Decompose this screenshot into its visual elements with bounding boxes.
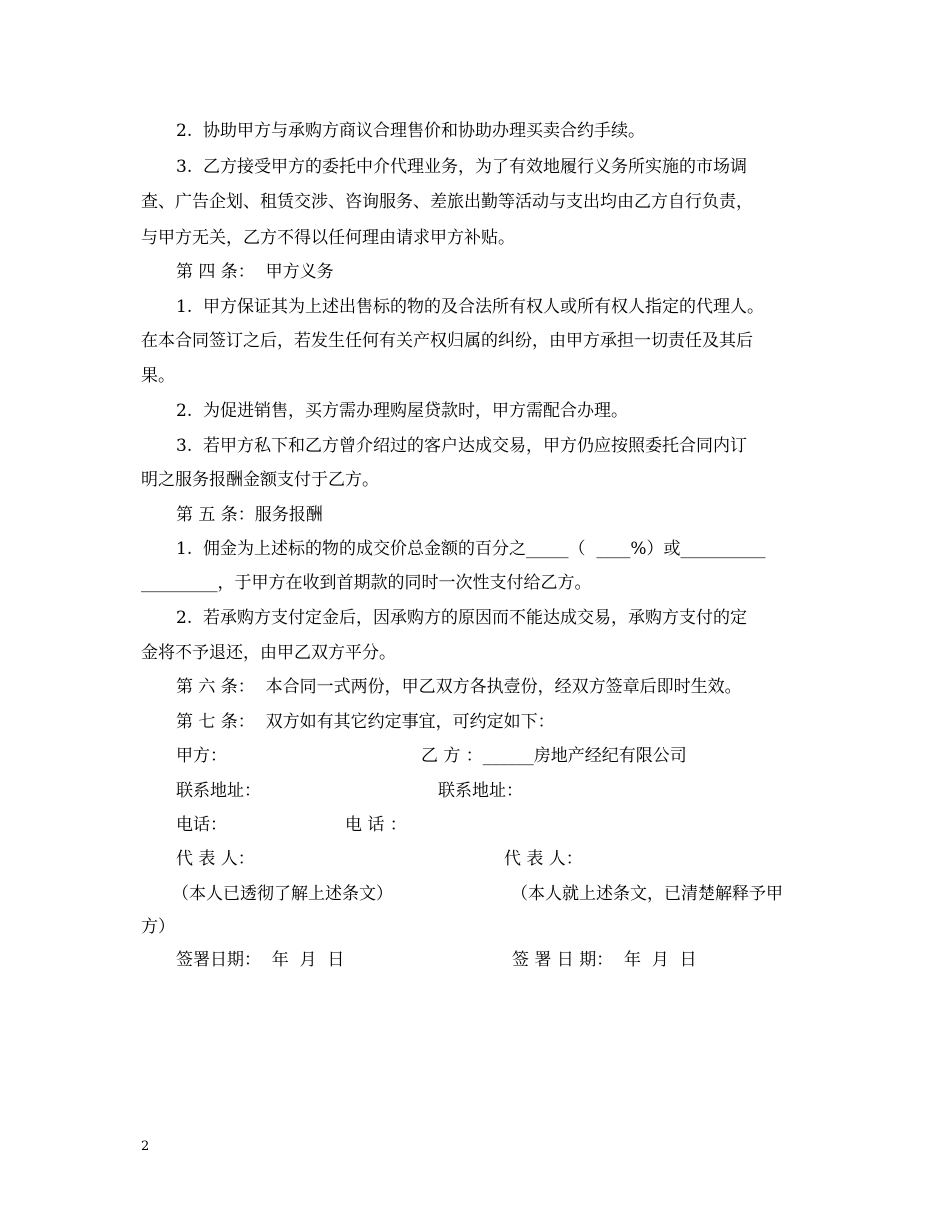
clause-3-item-3-cont-2: 与甲方无关，乙方不得以任何理由请求甲方补贴。 xyxy=(141,228,515,248)
party-a-sign-date: 签署日期： 年 月 日 xyxy=(176,950,345,970)
party-b-representative: 代 表 人： xyxy=(504,849,583,869)
clause-3-item-3: 3. 乙方接受甲方的委托中介代理业务，为了有效地履行义务所实施的市场调 xyxy=(176,157,748,177)
party-a-label: 甲方： xyxy=(176,746,227,766)
clause-4-item-3-cont: 明之服务报酬金额支付于乙方。 xyxy=(141,470,379,490)
clause-3-item-2: 2. 协助甲方与承购方商议合理售价和协助办理买卖合约手续。 xyxy=(176,121,646,141)
clause-5-item-2: 2. 若承购方支付定金后，因承购方的原因而不能达成交易，承购方支付的定 xyxy=(176,608,748,628)
party-b-note-cont: 方） xyxy=(141,917,175,937)
clause-4-item-3: 3. 若甲方私下和乙方曾介绍过的客户达成交易，甲方仍应按照委托合同内订 xyxy=(176,436,748,456)
party-b-phone: 电 话 ： xyxy=(345,815,407,835)
party-a-address: 联系地址： xyxy=(176,781,261,801)
clause-6: 第 六 条： 本合同一式两份，甲乙双方各执壹份，经双方签章后即时生效。 xyxy=(176,677,742,697)
clause-4-heading: 第 四 条： 甲方义务 xyxy=(176,262,334,282)
clause-5-heading: 第 五 条：服务报酬 xyxy=(176,505,323,525)
clause-5-item-2-cont: 金将不予退还，由甲乙双方平分。 xyxy=(141,643,396,663)
party-a-phone: 电话： xyxy=(176,815,227,835)
party-b-label: 乙 方 ：______房地产经纪有限公司 xyxy=(421,746,687,766)
party-a-note: （本人已透彻了解上述条文） xyxy=(172,884,393,904)
clause-5-item-1-cont: _________，于甲方在收到首期款的同时一次性支付给乙方。 xyxy=(141,573,592,593)
clause-3-item-3-cont-1: 查、广告企划、租赁交涉、咨询服务、差旅出勤等活动与支出均由乙方自行负责， xyxy=(141,192,753,212)
party-b-sign-date: 签 署 日 期： 年 月 日 xyxy=(512,950,697,970)
clause-5-item-1: 1. 佣金为上述标的物的成交价总金额的百分之_____（ ____%）或__________ xyxy=(176,539,766,559)
party-b-address: 联系地址： xyxy=(438,781,523,801)
clause-4-item-1-cont-1: 在本合同签订之后，若发生任何有关产权归属的纠纷，由甲方承担一切责任及其后 xyxy=(141,331,753,351)
page-number: 2 xyxy=(141,1139,150,1154)
clause-4-item-2: 2. 为促进销售，买方需办理购屋贷款时，甲方需配合办理。 xyxy=(176,401,629,421)
clause-4-item-1: 1. 甲方保证其为上述出售标的物的及合法所有权人或所有权人指定的代理人。 xyxy=(176,297,765,317)
party-a-representative: 代 表 人： xyxy=(176,849,255,869)
clause-7: 第 七 条： 双方如有其它约定事宜，可约定如下： xyxy=(176,712,555,732)
party-b-note: （本人就上述条文，已清楚解释予甲 xyxy=(511,884,783,904)
clause-4-item-1-cont-2: 果。 xyxy=(141,366,175,386)
